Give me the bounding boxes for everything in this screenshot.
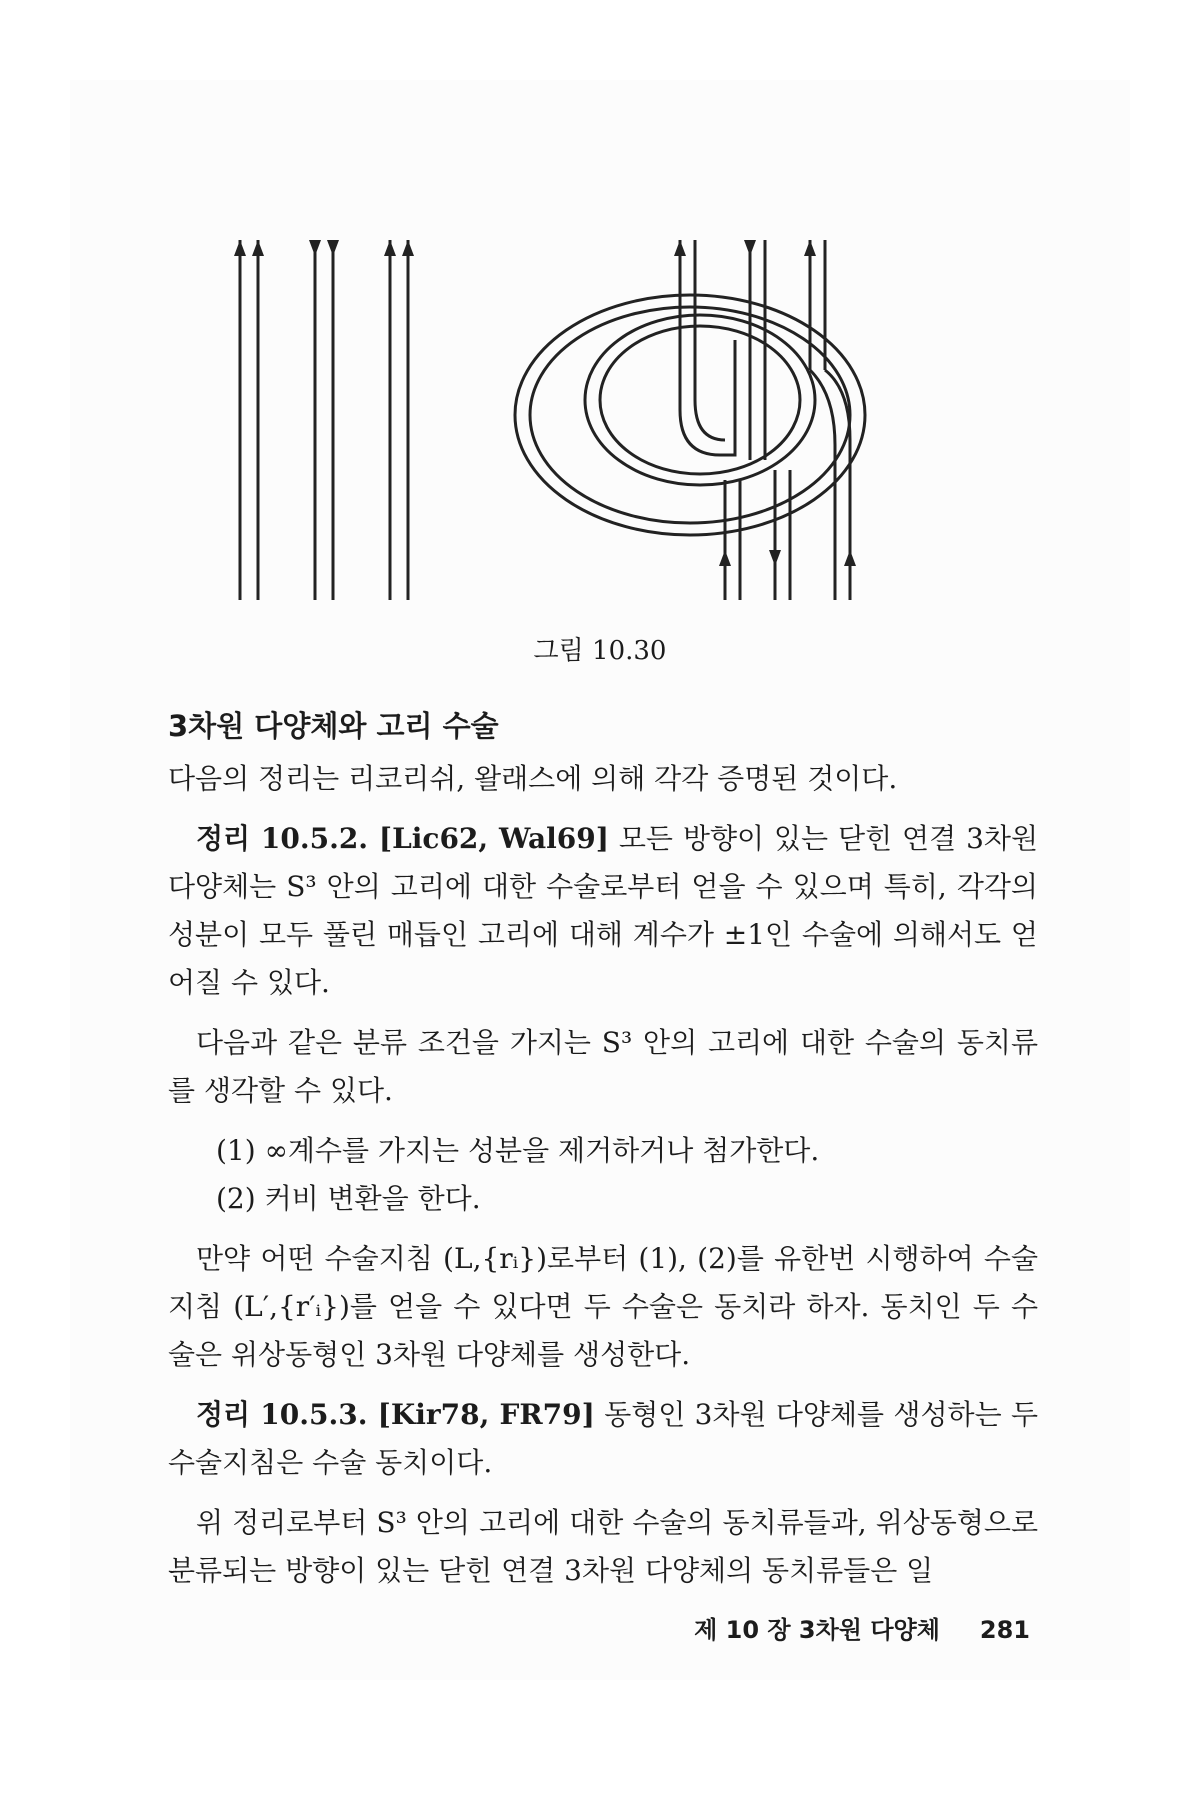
theorem-label: 정리 10.5.2. [Lic62, Wal69] xyxy=(196,822,609,855)
theorem-text: 동형인 3차원 다양체를 생성하는 두 수술지침은 수술 동치이다. xyxy=(168,1398,1038,1479)
list-item: (2) 커비 변환을 한다. xyxy=(216,1182,481,1215)
theorem-10-5-2 xyxy=(168,815,1038,1007)
theorem-text: 모든 방향이 있는 닫힌 연결 3차원 다양체는 S³ 안의 고리에 대한 수술로부터 얻을 수 있으며 특히, 각각의 성분이 모두 풀린 매듭인 고리에 대해 계수가 ±1인 수술에 의해서도 얻어질 수 있다. xyxy=(168,822,1038,999)
page-number: 281 xyxy=(979,1616,1030,1644)
paragraph: 위 정리로부터 S³ 안의 고리에 대한 수술의 동치류들과, 위상동형으로 분류되는 방향이 있는 닫힌 연결 3차원 다양체의 동치류들은 일 xyxy=(168,1506,1038,1587)
figure-10-30 xyxy=(160,220,1040,620)
body-text xyxy=(168,705,1038,1607)
parallel-strands-left xyxy=(234,240,414,600)
paragraph: 다음과 같은 분류 조건을 가지는 S³ 안의 고리에 대한 수술의 동치류를 생각할 수 있다. xyxy=(168,1026,1038,1107)
section-title: 3차원 다양체와 고리 수술 xyxy=(168,709,499,743)
theorem-label: 정리 10.5.3. [Kir78, FR79] xyxy=(196,1398,595,1431)
paragraph: 만약 어떤 수술지침 (L,{rᵢ})로부터 (1), (2)를 유한번 시행하여 수술지침 (L′,{r′ᵢ})를 얻을 수 있다면 두 수술은 동치라 하자. 동치인 두 수술은 위상동형인 3차원 다양체를 생성한다. xyxy=(168,1242,1038,1371)
theorem-10-5-3 xyxy=(168,1391,1038,1487)
running-head: 제 10 장 3차원 다양체 xyxy=(694,1616,940,1644)
linked-strands-right xyxy=(515,240,865,600)
section-intro: 다음의 정리는 리코리쉬, 왈래스에 의해 각각 증명된 것이다. xyxy=(168,762,898,795)
list-item: (1) ∞계수를 가지는 성분을 제거하거나 첨가한다. xyxy=(216,1134,820,1167)
page-footer xyxy=(694,1610,1030,1645)
figure-caption: 그림 10.30 xyxy=(533,636,667,666)
